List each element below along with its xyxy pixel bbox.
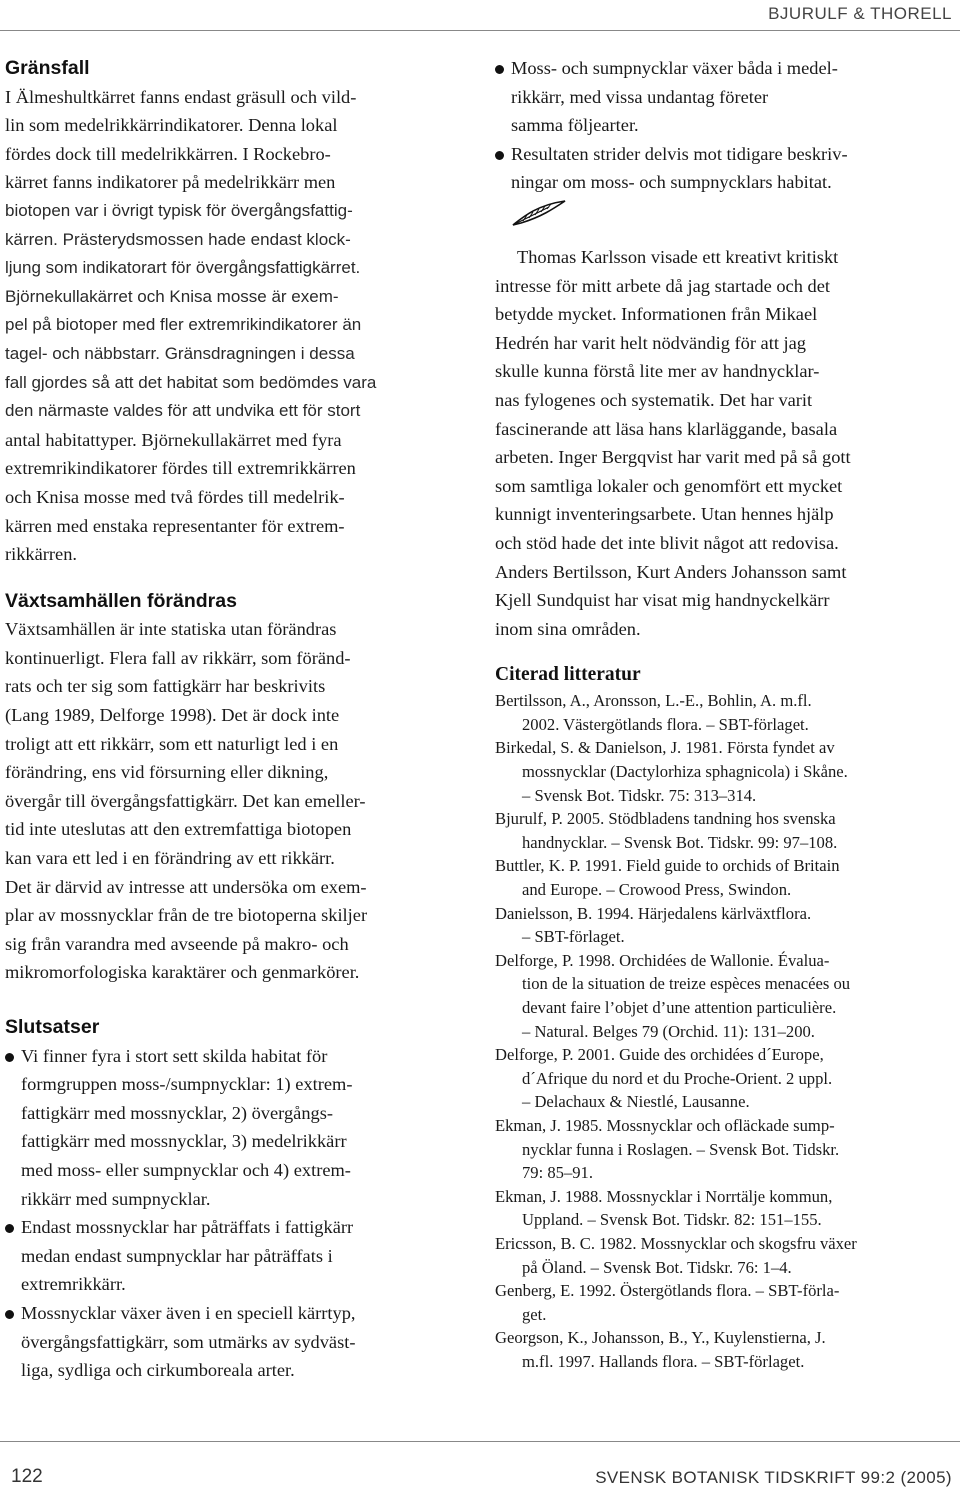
text-line: rikkärren. [5,544,77,565]
reference-line: Uppland. – Svensk Bot. Tidskr. 82: 151–155. [522,1210,822,1230]
reference-line: Ekman, J. 1985. Mossnycklar och ofläckade sump- [495,1115,835,1135]
reference-line: Ericsson, B. C. 1982. Mossnycklar och skogsfru växer [495,1233,857,1253]
text-line: sig från varandra med avseende på makro- och [5,933,349,954]
text-line: Vi finner fyra i stort sett skilda habitat för [21,1045,328,1066]
text-line: övergångsfattigkärr, som utmärks av sydväst- [21,1331,356,1352]
text-line: (Lang 1989, Delforge 1998). Det är dock inte [5,705,340,726]
section-heading-gransfall: Gränsfall [5,57,90,79]
text-line: plar av mossnycklar från de tre biotoperna skiljer [5,905,368,926]
text-line: inom sina områden. [495,618,641,639]
reference-line: Delforge, P. 1998. Orchidées de Wallonie. Évalua- [495,950,830,970]
conclusion-bullet [5,1042,467,1214]
reference-entry [495,902,955,949]
text-line: troligt att ett rikkärr, som ett naturligt led i en [5,733,339,754]
text-line: Hedrén har varit helt nödvändig för att jag [495,332,806,353]
reference-line: Bjurulf, P. 2005. Stödbladens tandning hos svenska [495,809,836,829]
reference-line: d´Afrique du nord et du Proche-Orient. 2 uppl. [522,1068,833,1088]
text-line: nas fylogenes och systematik. Det har varit [495,389,813,410]
reference-line: Georgson, K., Johansson, B., Y., Kuylenstierna, J. [495,1328,826,1348]
reference-line: tion de la situation de treize espèces menacées ou [522,974,851,994]
reference-line: mossnycklar (Dactylorhiza sphagnicola) i Skåne. [522,762,848,782]
reference-line: handnycklar. – Svensk Bot. Tidskr. 99: 97–108. [522,832,838,852]
section-heading-slutsatser: Slutsatser [5,1016,100,1038]
bullet-icon [495,151,504,160]
text-line: med moss- eller sumpnycklar och 4) extrem- [21,1159,351,1180]
text-line: fattigkärr med mossnycklar, 3) medelrikkärr [21,1131,347,1152]
text-line: pel på biotoper med fler extremrikindikatorer än [5,315,362,335]
reference-entry [495,1279,955,1326]
text-line: tid inte uteslutas att den extremfattiga biotopen [5,819,352,840]
page-number: 122 [11,1466,43,1487]
references-heading: Citerad litteratur [495,664,641,686]
reference-line: get. [522,1304,547,1324]
reference-line: Delforge, P. 2001. Guide des orchidées d´Europe, [495,1045,824,1065]
text-line: liga, sydliga och cirkumboreala arter. [21,1360,295,1381]
text-line: extremrikindikatorer fördes till extremrikkärren [5,458,356,479]
text-line: övergår till övergångsfattigkärr. Det kan emeller- [5,790,366,811]
reference-line: 2002. Västergötlands flora. – SBT-förlaget. [522,714,809,734]
reference-entry [495,1114,955,1185]
reference-line: nycklar funna i Roslagen. – Svensk Bot. Tidskr. [522,1139,840,1159]
text-line: Björnekullakärret och Knisa mosse är exem- [5,286,339,306]
reference-line: Ekman, J. 1988. Mossnycklar i Norrtälje kommun, [495,1186,833,1206]
reference-line: – SBT-förlaget. [522,927,625,947]
reference-line: – Svensk Bot. Tidskr. 75: 313–314. [522,785,757,805]
text-line: ljung som indikatorart för övergångsfattigkärret. [5,258,361,278]
text-line: kärren med enstaka representanter för extrem- [5,515,345,536]
reference-entry [495,736,955,807]
conclusion-bullet [495,140,955,197]
text-line: fördes dock till medelrikkärren. I Rockebro- [5,143,331,164]
text-line: Kjell Sundquist har visat mig handnyckelkärr [495,590,830,611]
reference-line: and Europe. – Crowood Press, Swindon. [522,880,792,900]
text-line: Det är därvid av intresse att undersöka om exem- [5,876,367,897]
running-head: BJURULF & THORELL [768,4,952,23]
text-line: tagel- och näbbstarr. Gränsdragningen i dessa [5,343,355,363]
text-line: fattigkärr med mossnycklar, 2) övergångs- [21,1102,333,1123]
text-line: kontinuerligt. Flera fall av rikkärr, som föränd- [5,647,351,668]
text-line: ningar om moss- och sumpnycklars habitat. [511,172,832,193]
reference-entry [495,1185,955,1232]
references-list [495,689,955,1373]
text-line: samma följearter. [511,115,639,136]
conclusion-bullet [5,1213,467,1299]
text-line: Anders Bertilsson, Kurt Anders Johansson samt [495,561,847,582]
conclusion-bullet [495,54,955,140]
text-line: mikromorfologiska karaktärer och genmarkörer. [5,962,360,983]
text-line: kärret fanns indikatorer på medelrikkärr men [5,172,336,193]
text-line: och Knisa mosse med två fördes till medelrik- [5,486,345,507]
bullet-icon [5,1053,14,1062]
bullet-icon [5,1224,14,1233]
text-line: biotopen var i övrigt typisk för övergångsfattig- [5,200,353,220]
header-rule [0,30,960,31]
reference-entry [495,949,955,1043]
acknowledgements [495,243,955,643]
text-line: I Älmeshultkärret fanns endast gräsull och vild- [5,86,357,107]
text-line: Resultaten strider delvis mot tidigare beskriv- [511,143,848,164]
reference-line: på Öland. – Svensk Bot. Tidskr. 76: 1–4. [522,1257,792,1277]
section-heading-vaxtsamhallen: Växtsamhällen förändras [5,589,237,612]
text-line: betydde mycket. Informationen från Mikael [495,304,818,325]
reference-entry [495,1043,955,1114]
feather-icon [495,197,955,235]
text-line: Endast mossnycklar har påträffats i fattigkärr [21,1217,354,1238]
reference-line: Bertilsson, A., Aronsson, L.-E., Bohlin, A. m.fl. [495,691,812,711]
reference-line: 79: 85–91. [522,1163,593,1183]
text-line: intresse för mitt arbete då jag startade och det [495,275,830,296]
reference-line: – Natural. Belges 79 (Orchid. 11): 131–200. [522,1021,815,1041]
text-line: extremrikkärr. [21,1274,126,1295]
reference-line: devant faire l’objet d’une attention particulière. [522,998,837,1017]
text-line: fascinerande att läsa hans klarläggande, basala [495,418,838,439]
footer-rule [0,1441,960,1442]
paragraph-gransfall [5,83,467,569]
reference-entry [495,1232,955,1279]
text-line: arbeten. Inger Bergqvist har varit med på så gott [495,447,851,468]
bullet-icon [495,65,504,74]
reference-line: Genberg, E. 1992. Östergötlands flora. – SBT-förla- [495,1281,840,1301]
text-line: förändring, ens vid försurning eller dikning, [5,762,329,783]
text-line: Moss- och sumpnycklar växer båda i medel- [511,58,838,78]
text-line: kärren. Prästerydsmossen hade endast klock- [5,229,351,249]
left-column [5,54,467,1385]
text-line: Mossnycklar växer även i en speciell kärrtyp, [21,1302,356,1323]
text-line: lin som medelrikkärrindikatorer. Denna lokal [5,115,338,136]
text-line: kunnigt inventeringsarbete. Utan hennes hjälp [495,504,834,525]
conclusion-bullet [5,1299,467,1385]
text-line: Thomas Karlsson visade ett kreativt kritiskt [517,246,839,267]
reference-line: Birkedal, S. & Danielson, J. 1981. Första fyndet av [495,738,835,758]
text-line: den närmaste valdes för att undvika ett för stort [5,401,361,421]
reference-entry [495,689,955,736]
text-line: medan endast sumpnycklar har påträffats i [21,1245,333,1266]
reference-entry [495,807,955,854]
text-line: fall gjordes så att det habitat som bedömdes vara [5,372,377,392]
text-line: formgruppen moss-/sumpnycklar: 1) extrem- [21,1074,353,1095]
reference-entry [495,1326,955,1373]
text-line: Växtsamhällen är inte statiska utan förändras [5,619,337,640]
text-line: som samtliga lokaler och genomfört ett mycket [495,475,843,496]
text-line: kan vara ett led i en förändring av ett rikkärr. [5,848,335,869]
reference-line: Buttler, K. P. 1991. Field guide to orchids of Britain [495,856,840,876]
text-line: rikkärr, med vissa undantag företer [511,86,769,107]
reference-entry [495,854,955,901]
text-line: skulle kunna förstå lite mer av handnycklar- [495,361,820,382]
text-line: och stöd hade det inte blivit något att redovisa. [495,532,839,553]
journal-citation: SVENSK BOTANISK TIDSKRIFT 99:2 (2005) [595,1468,952,1487]
text-line: rats och ter sig som fattigkärr har beskrivits [5,676,326,697]
reference-line: m.fl. 1997. Hallands flora. – SBT-förlaget. [522,1351,805,1371]
paragraph-vaxtsamhallen [5,615,467,987]
reference-line: Danielsson, B. 1994. Härjedalens kärlväxtflora. [495,903,812,923]
reference-line: – Delachaux & Niestlé, Lausanne. [522,1092,750,1112]
bullet-icon [5,1310,14,1319]
right-column [495,54,955,1374]
text-line: rikkärr med sumpnycklar. [21,1188,211,1209]
text-line: antal habitattyper. Björnekullakärret med fyra [5,429,342,450]
